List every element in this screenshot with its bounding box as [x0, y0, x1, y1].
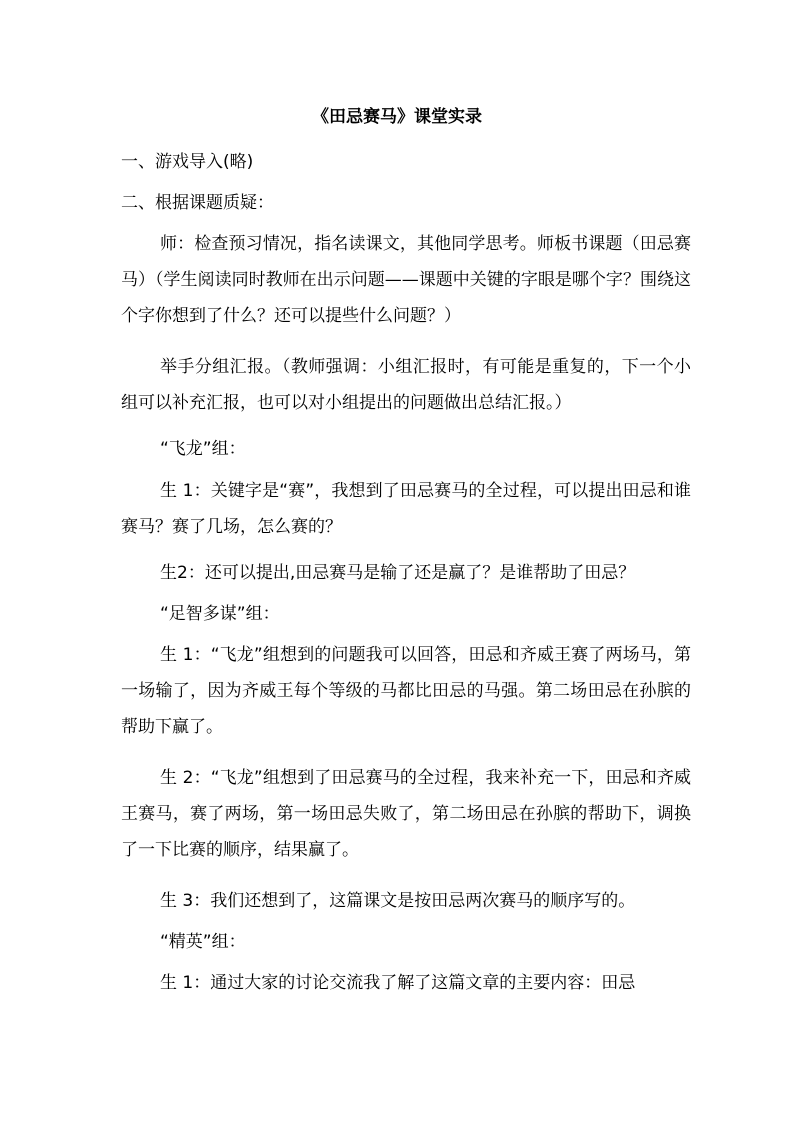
paragraph-group-feilong: “飞龙”组：: [160, 439, 246, 459]
paragraph-group-report: 举手分组汇报。（教师强调：小组汇报时，有可能是重复的，下一个小组可以补充汇报，也可以对小组提出的问题做出总结汇报。）: [121, 357, 691, 414]
paragraph-group-jingying: “精英”组：: [160, 932, 246, 952]
page-title: 《田忌赛马》课堂实录: [312, 107, 482, 127]
paragraph-student-1a: 生 1：关键字是“赛”，我想到了田忌赛马的全过程，可以提出田忌和谁赛马？赛了几场，怎么赛的？: [121, 481, 691, 538]
paragraph-section-2: 二、根据课题质疑：: [121, 193, 274, 213]
paragraph-student-2b: 生 2：“飞龙”组想到了田忌赛马的全过程，我来补充一下，田忌和齐威王赛马，赛了两场，第一场田忌失败了，第二场田忌在孙膑的帮助下，调换了一下比赛的顺序，结果赢了。: [121, 768, 691, 861]
paragraph-student-1c: 生 1：通过大家的讨论交流我了解了这篇文章的主要内容：田忌: [160, 973, 636, 993]
paragraph-section-1: 一、游戏导入(略): [121, 152, 254, 172]
paragraph-student-2a: 生2：还可以提出,田忌赛马是输了还是赢了？是谁帮助了田忌？: [160, 563, 636, 583]
paragraph-student-1b: 生 1：“飞龙”组想到的问题我可以回答，田忌和齐威王赛了两场马，第一场输了，因为齐威王每个等级的马都比田忌的马强。第二场田忌在孙膑的帮助下赢了。: [121, 645, 691, 738]
paragraph-student-3b: 生 3：我们还想到了，这篇课文是按田忌两次赛马的顺序写的。: [160, 891, 636, 911]
paragraph-teacher: 师：检查预习情况，指名读课文，其他同学思考。师板书课题（田忌赛马）（学生阅读同时教师在出示问题——课题中关键的字眼是哪个字？围绕这个字你想到了什么？还可以提些什么问题？）: [121, 234, 691, 327]
paragraph-group-zuzhiduomou: “足智多谋”组：: [160, 604, 280, 624]
